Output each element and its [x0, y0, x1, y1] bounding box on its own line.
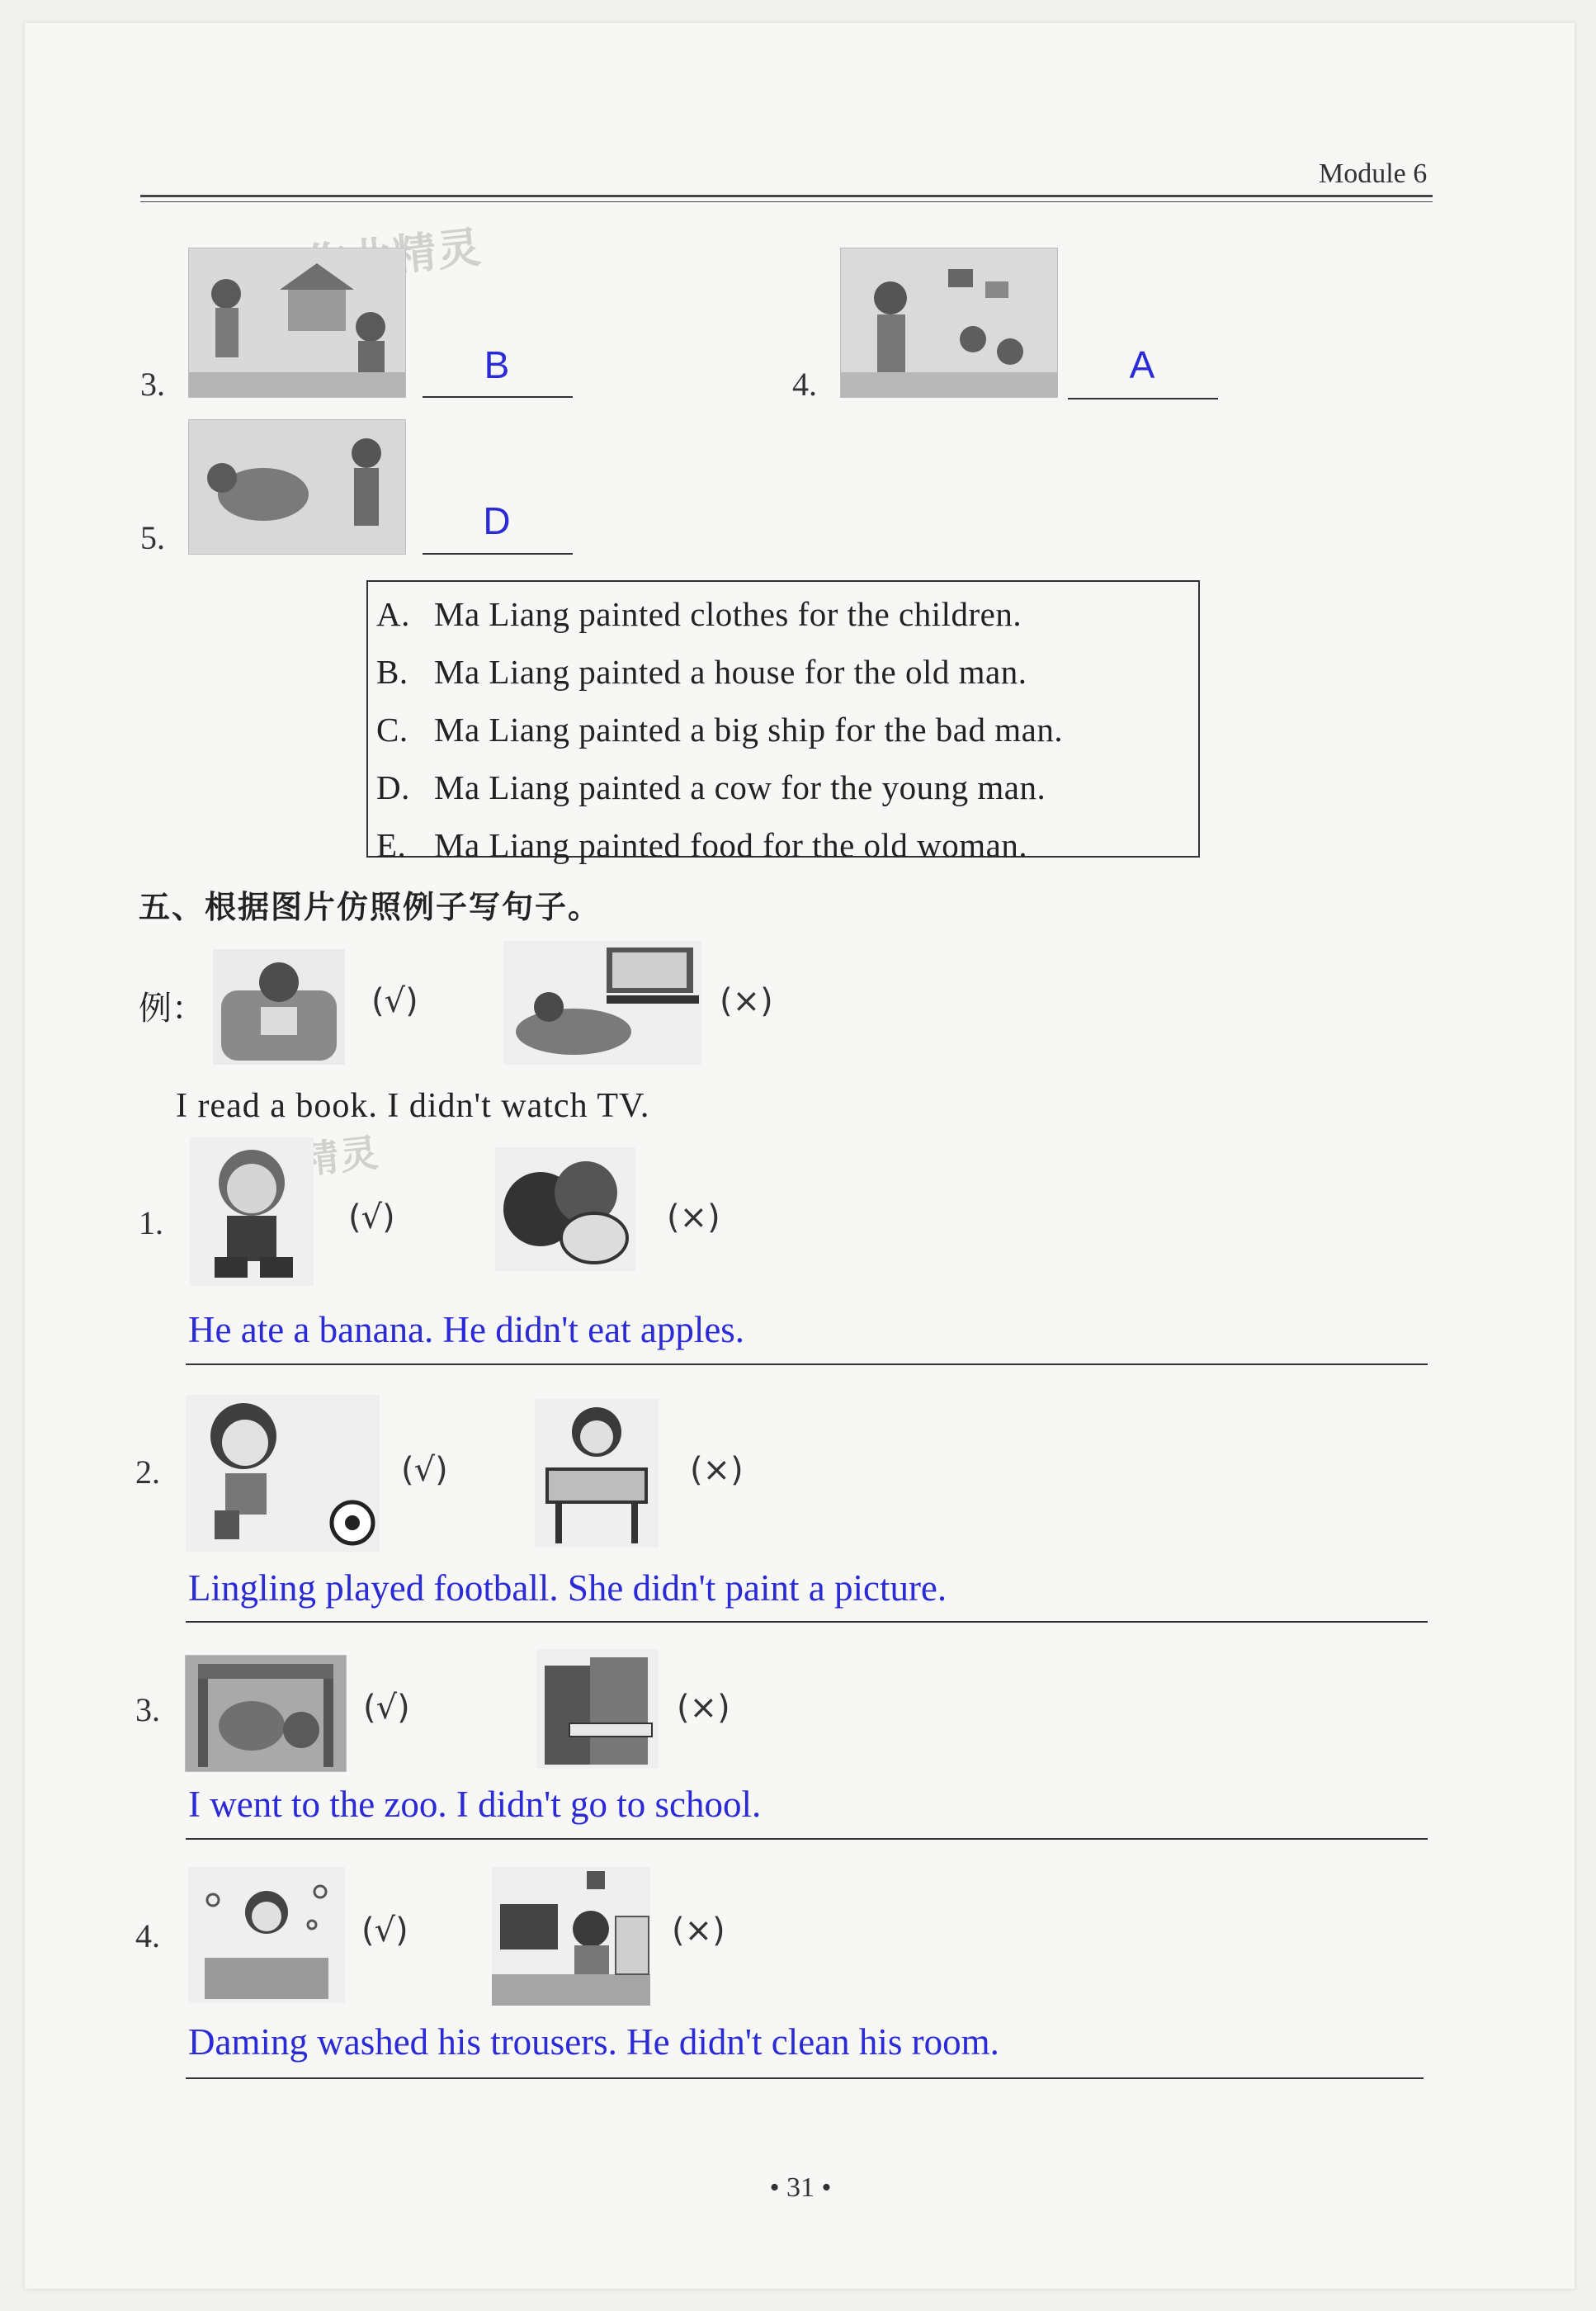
written-answer-3: I went to the zoo. I didn't go to school. — [188, 1784, 762, 1825]
section-title: 五、根据图片仿照例子写句子。 — [139, 889, 602, 925]
answer-4: A — [1129, 343, 1155, 386]
check-mark: (√) — [401, 1451, 448, 1489]
options-box — [366, 580, 1200, 864]
option-e: E. Ma Liang painted food for the old woman. — [376, 826, 1028, 864]
boy-reading-book-picture — [213, 949, 345, 1065]
option-b: B. Ma Liang painted a house for the old man. — [376, 653, 1027, 691]
written-answer-1: He ate a banana. He didn't eat apples. — [188, 1309, 745, 1350]
school-building-picture — [536, 1649, 659, 1769]
write-line — [186, 2077, 1424, 2079]
example-sentence: I read a book. I didn't watch TV. — [176, 1087, 650, 1125]
cross-mark: (×) — [690, 1451, 744, 1489]
answer-line — [1068, 398, 1218, 399]
option-d: D. Ma Liang painted a cow for the young man. — [376, 768, 1046, 806]
check-mark: (√) — [363, 1689, 410, 1727]
cross-mark: (×) — [720, 982, 773, 1020]
example-label: 例： — [139, 990, 205, 1028]
answer-5: D — [483, 499, 511, 542]
check-mark: (√) — [371, 982, 418, 1020]
question-number: 2. — [135, 1453, 160, 1491]
write-line — [186, 1838, 1428, 1840]
question-number: 4. — [792, 366, 817, 403]
question-number: 3. — [135, 1691, 160, 1728]
messy-room-picture — [492, 1867, 650, 2006]
page-number: • 31 • — [769, 2172, 832, 2203]
ma-liang-painting-clothes-picture — [840, 248, 1058, 398]
question-number: 1. — [139, 1204, 163, 1241]
cross-mark: (×) — [667, 1198, 720, 1236]
check-mark: (√) — [361, 1912, 408, 1949]
girl-playing-football-picture — [186, 1395, 380, 1552]
answer-line — [423, 553, 573, 555]
boy-washing-trousers-picture — [188, 1867, 345, 2003]
write-line — [186, 1363, 1428, 1365]
cross-mark: (×) — [672, 1912, 725, 1949]
cross-mark: (×) — [677, 1689, 730, 1727]
apples-picture — [495, 1147, 635, 1271]
check-mark: (√) — [348, 1198, 395, 1236]
answer-3: B — [484, 343, 510, 386]
boy-eating-banana-picture — [190, 1137, 314, 1286]
zoo-picture — [185, 1655, 347, 1772]
girl-painting-picture — [535, 1399, 659, 1548]
boy-watching-tv-picture — [503, 941, 701, 1065]
written-answer-2: Lingling played football. She didn't paint a picture. — [188, 1567, 947, 1609]
header-rule — [140, 195, 1433, 202]
write-line — [186, 1621, 1428, 1623]
option-a: A. Ma Liang painted clothes for the children. — [376, 595, 1022, 633]
question-number: 4. — [135, 1917, 160, 1954]
question-number: 5. — [140, 519, 165, 556]
option-c: C. Ma Liang painted a big ship for the bad man. — [376, 711, 1064, 749]
ma-liang-painting-house-picture — [188, 248, 406, 398]
ma-liang-painting-cow-picture — [188, 419, 406, 555]
module-label: Module 6 — [1319, 158, 1428, 189]
answer-line — [423, 396, 573, 398]
question-number: 3. — [140, 366, 165, 403]
written-answer-4: Daming washed his trousers. He didn't clean his room. — [188, 2021, 999, 2063]
